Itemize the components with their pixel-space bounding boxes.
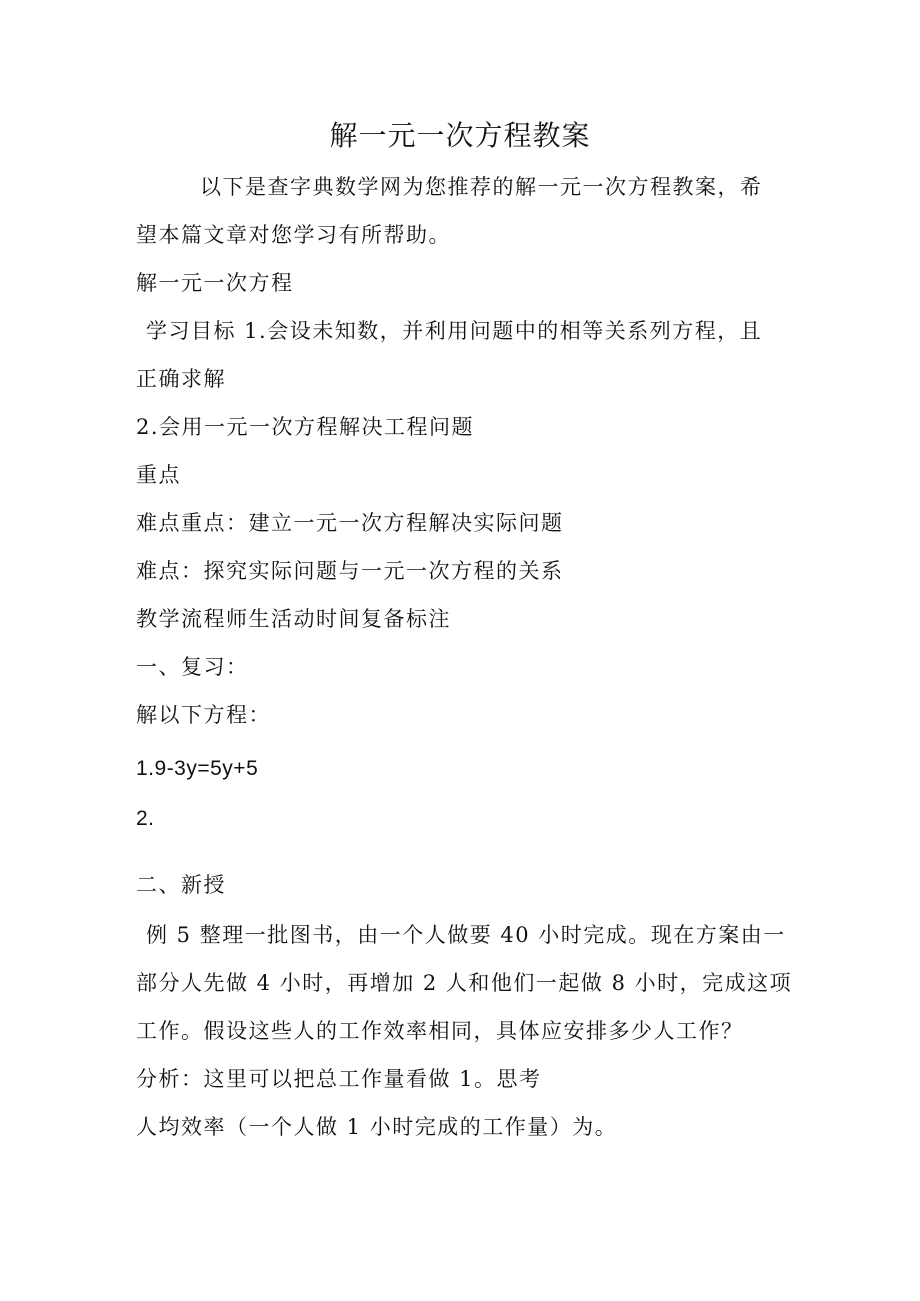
- document-title: 解一元一次方程教案: [329, 119, 591, 152]
- objective-item-2: 2.会用一元一次方程解决工程问题: [136, 415, 475, 439]
- solve-prompt: 解以下方程：: [136, 703, 271, 727]
- key-point-line: 难点重点：建立一元一次方程解决实际问题: [136, 511, 564, 535]
- objective-line-1: 学习目标 1.会设未知数，并利用问题中的相等关系列方程，且: [146, 319, 763, 343]
- flow-header-line: 教学流程师生活动时间复备标注: [136, 607, 451, 631]
- difficulty-line: 难点：探究实际问题与一元一次方程的关系: [136, 559, 564, 583]
- example-line-3: 工作。假设这些人的工作效率相同，具体应安排多少人工作？: [136, 1019, 744, 1043]
- intro-line-2: 望本篇文章对您学习有所帮助。: [136, 223, 451, 247]
- key-points-heading: 重点: [136, 463, 181, 487]
- efficiency-line: 人均效率（一个人做 1 小时完成的工作量）为。: [136, 1115, 618, 1139]
- objective-line-2: 正确求解: [136, 367, 226, 391]
- equation-2: 2.: [136, 807, 155, 830]
- new-lesson-heading: 二、新授: [136, 873, 226, 897]
- example-line-1: 例 5 整理一批图书，由一个人做要 40 小时完成。现在方案由一: [146, 923, 786, 947]
- section-heading: 解一元一次方程: [136, 271, 294, 295]
- analysis-line: 分析：这里可以把总工作量看做 1。思考: [136, 1067, 542, 1091]
- equation-1: 1.9-3y=5y+5: [136, 757, 259, 780]
- review-heading: 一、复习：: [136, 655, 249, 679]
- example-line-2: 部分人先做 4 小时，再增加 2 人和他们一起做 8 小时，完成这项: [136, 971, 793, 995]
- intro-line-1: 以下是查字典数学网为您推荐的解一元一次方程教案，希: [200, 175, 763, 199]
